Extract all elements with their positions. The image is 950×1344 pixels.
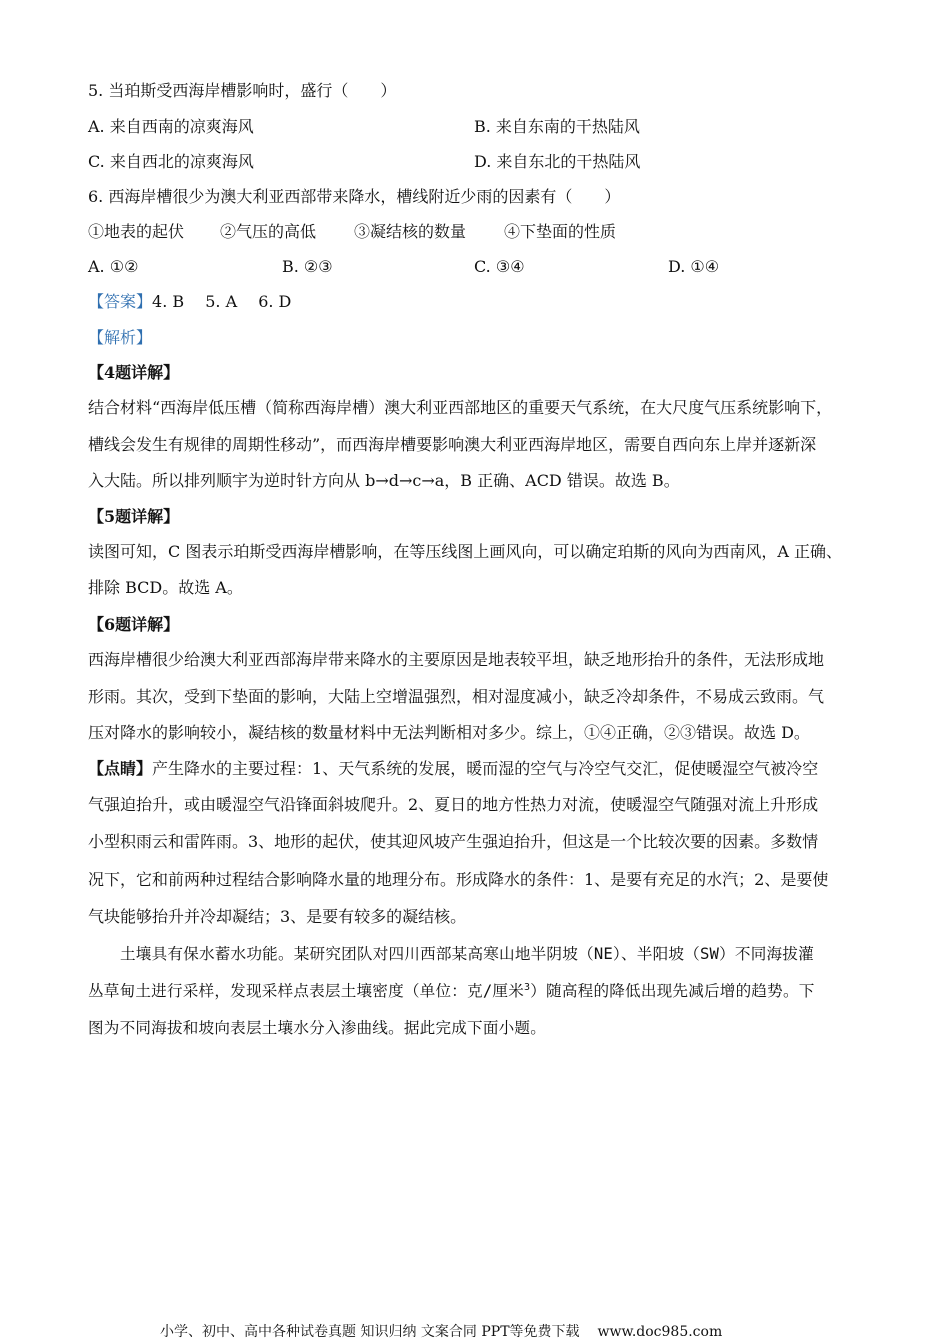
q5-stem: 5. 当珀斯受西海岸槽影响时，盛行（ ） — [88, 81, 397, 100]
tip-label: 【点睛】 — [88, 759, 153, 778]
detail4-line-1: 结合材料“西海岸低压槽（简称西海岸槽）澳大利亚西部地区的重要天气系统，在大尺度气压系统影响下， — [88, 398, 833, 417]
answer-label: 【答案】 — [88, 292, 153, 311]
material-line-2-b: ）随高程的降低出现先减后增的趋势。下 — [530, 982, 815, 1000]
q6-factor-4: ④下垫面的性质 — [504, 222, 617, 241]
q6-option-d: D. ①④ — [668, 257, 720, 276]
material-line-2-a: 丛草甸土进行采样，发现采样点表层土壤密度（单位：克/厘米 — [88, 982, 525, 1000]
footer-url[interactable]: www.doc985.com — [597, 1324, 723, 1340]
material-line-2 — [88, 980, 815, 1002]
q6-option-a: A. ①② — [88, 257, 139, 276]
q6-option-c: C. ③④ — [474, 257, 525, 276]
detail4-title: 【4题详解】 — [88, 363, 180, 382]
q6-factor-1: ①地表的起伏 — [88, 222, 185, 241]
analysis-label: 【解析】 — [88, 328, 153, 347]
detail5-line-2: 排除 BCD。故选 A。 — [88, 578, 243, 597]
tip-line-5: 气块能够抬升并冷却凝结；3、是要有较多的凝结核。 — [88, 907, 467, 926]
material-line-3: 图为不同海拔和坡向表层土壤水分入渗曲线。据此完成下面小题。 — [88, 1019, 547, 1037]
footer-text: 小学、初中、高中各种试卷真题 知识归纳 文案合同 PPT等免费下载 — [160, 1324, 580, 1340]
detail6-line-3: 压对降水的影响较小，凝结核的数量材料中无法判断相对多少。综上，①④正确，②③错误。故选 D。 — [88, 723, 810, 742]
q6-factor-2: ②气压的高低 — [220, 222, 317, 241]
q5-option-d: D. 来自东北的干热陆风 — [474, 152, 641, 171]
detail6-line-2: 形雨。其次，受到下垫面的影响，大陆上空增温强烈，相对湿度减小，缺乏冷却条件，不易成云致雨。气 — [88, 687, 825, 706]
material-line-2-sup: 3 — [524, 981, 531, 993]
answer-text: 4. B 5. A 6. D — [152, 292, 292, 311]
page-footer — [160, 1323, 722, 1341]
tip-line-3: 小型积雨云和雷阵雨。3、地形的起伏，使其迎风坡产生强迫抬升，但这是一个比较次要的因素。多数情 — [88, 832, 819, 851]
material-line-1: 土壤具有保水蓄水功能。某研究团队对四川西部某高寒山地半阴坡（NE）、半阳坡（SW）不同海拔灌 — [120, 945, 814, 963]
q6-factor-3: ③凝结核的数量 — [354, 222, 467, 241]
answer-line — [88, 291, 291, 313]
tip-line-4: 况下，它和前两种过程结合影响降水量的地理分布。形成降水的条件：1、是要有充足的水汽；2、是要使 — [88, 870, 829, 889]
q5-option-b: B. 来自东南的干热陆风 — [474, 117, 640, 136]
detail6-title: 【6题详解】 — [88, 615, 180, 634]
q5-option-c: C. 来自西北的凉爽海风 — [88, 152, 254, 171]
detail5-title: 【5题详解】 — [88, 507, 180, 526]
tip-line-2: 气强迫抬升，或由暖湿空气沿锋面斜坡爬升。2、夏日的地方性热力对流，使暖湿空气随强对流上升形成 — [88, 795, 819, 814]
detail4-line-2: 槽线会发生有规律的周期性移动”，而西海岸槽要影响澳大利亚西海岸地区，需要自西向东上岸并逐新深 — [88, 435, 817, 454]
tip-line-1 — [88, 758, 818, 780]
detail4-line-3: 入大陆。所以排列顺宇为逆时针方向从 b→d→c→a，B 正确、ACD 错误。故选 B。 — [88, 471, 680, 490]
tip-first: 产生降水的主要过程：1、天气系统的发展，暖而湿的空气与冷空气交汇，促使暖湿空气被冷空 — [152, 759, 819, 778]
q6-option-b: B. ②③ — [282, 257, 333, 276]
q6-stem: 6. 西海岸槽很少为澳大利亚西部带来降水，槽线附近少雨的因素有（ ） — [88, 187, 621, 206]
detail5-line-1: 读图可知，C 图表示珀斯受西海岸槽影响，在等压线图上画风向，可以确定珀斯的风向为西南风，A 正确、 — [88, 542, 842, 561]
q5-option-a: A. 来自西南的凉爽海风 — [88, 117, 254, 136]
detail6-line-1: 西海岸槽很少给澳大利亚西部海岸带来降水的主要原因是地表较平坦，缺乏地形抬升的条件，无法形成地 — [88, 650, 825, 669]
